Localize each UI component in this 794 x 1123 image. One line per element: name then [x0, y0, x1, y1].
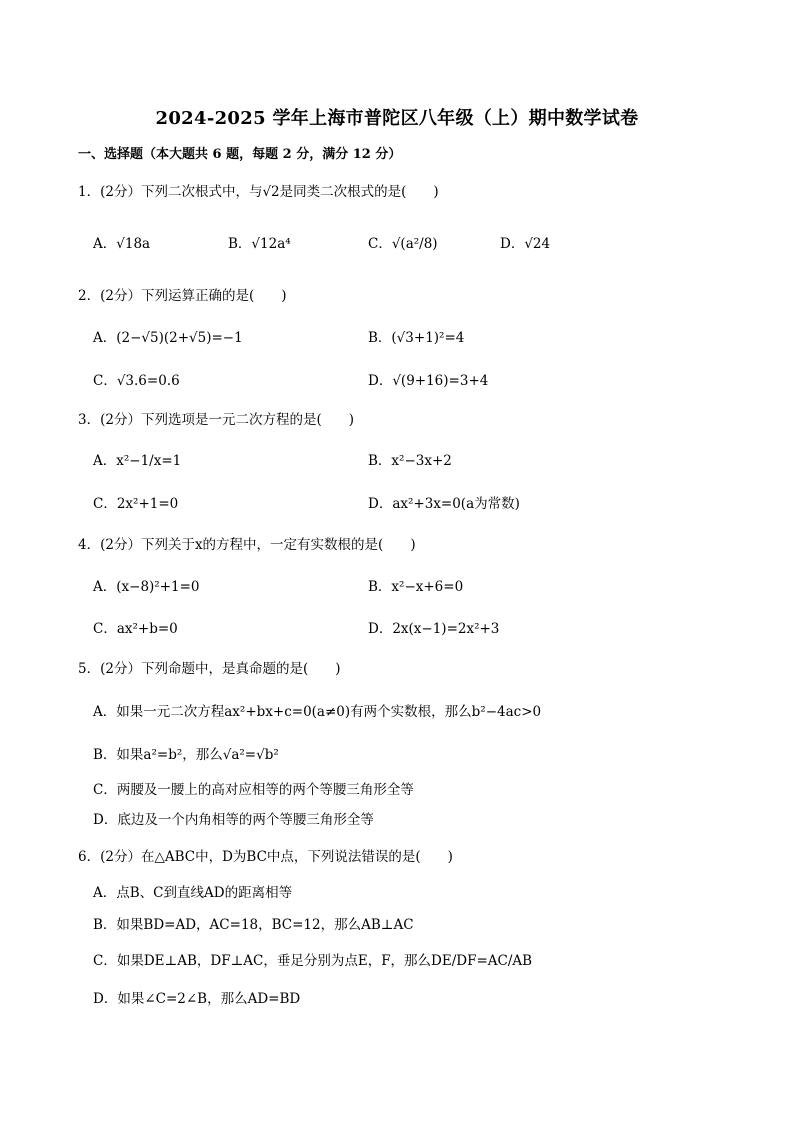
question-3-option-d: D．ax²+3x=0(a为常数): [368, 496, 520, 512]
question-1-option-b: B．√12a⁴: [228, 236, 291, 252]
question-6-stem: 6．(2分）在△ABC中，D为BC中点，下列说法错误的是( ): [78, 849, 453, 865]
question-5-option-a: A．如果一元二次方程ax²+bx+c=0(a≠0)有两个实数根，那么b²−4ac>0: [93, 704, 542, 720]
section-heading: 一、选择题（本大题共 6 题，每题 2 分，满分 12 分）: [78, 147, 402, 162]
question-6-option-c: C．如果DE⊥AB，DF⊥AC，垂足分别为点E，F，那么DE/DF=AC/AB: [93, 953, 533, 969]
question-1-stem: [78, 180, 439, 200]
question-5-option-c: C．两腰及一腰上的高对应相等的两个等腰三角形全等: [93, 782, 414, 798]
question-2-option-a: A．(2−√5)(2+√5)=−1: [93, 330, 243, 346]
question-3-option-b: B．x²−3x+2: [368, 453, 452, 469]
question-4-stem: 4．(2分）下列关于x的方程中，一定有实数根的是( ): [78, 537, 416, 553]
question-2-option-c: C．√3.6=0.6: [93, 373, 180, 389]
question-1-stem-text: 1．(2分）下列二次根式中，与√2是同类二次根式的是( ): [78, 184, 439, 200]
question-3-option-c: C．2x²+1=0: [93, 496, 179, 512]
page-title: 2024-2025 学年上海市普陀区八年级（上）期中数学试卷: [155, 108, 639, 129]
question-5-option-d: D．底边及一个内角相等的两个等腰三角形全等: [93, 812, 374, 828]
question-6-option-a: A．点B、C到直线AD的距离相等: [93, 885, 293, 901]
question-4-option-a: A．(x−8)²+1=0: [93, 579, 200, 595]
question-1-option-d: D．√24: [500, 236, 551, 252]
question-4-option-d: D．2x(x−1)=2x²+3: [368, 621, 500, 637]
question-1-option-c: C．√(a²/8): [368, 236, 438, 252]
question-2-stem: 2．(2分）下列运算正确的是( ): [78, 288, 287, 304]
question-6-option-d: D．如果∠C=2∠B，那么AD=BD: [93, 991, 301, 1007]
question-2-option-d: D．√(9+16)=3+4: [368, 373, 489, 389]
question-6-option-b: B．如果BD=AD，AC=18，BC=12，那么AB⊥AC: [93, 917, 414, 933]
question-5-stem: 5．(2分）下列命题中，是真命题的是( ): [78, 661, 341, 677]
question-2-option-b: B．(√3+1)²=4: [368, 330, 465, 346]
question-1-option-a: A．√18a: [93, 236, 151, 252]
question-4-option-b: B．x²−x+6=0: [368, 579, 464, 595]
question-5-option-b: B．如果a²=b²，那么√a²=√b²: [93, 747, 279, 763]
question-3-stem: 3．(2分）下列选项是一元二次方程的是( ): [78, 412, 354, 428]
question-3-option-a: A．x²−1/x=1: [93, 453, 182, 469]
question-4-option-c: C．ax²+b=0: [93, 621, 178, 637]
